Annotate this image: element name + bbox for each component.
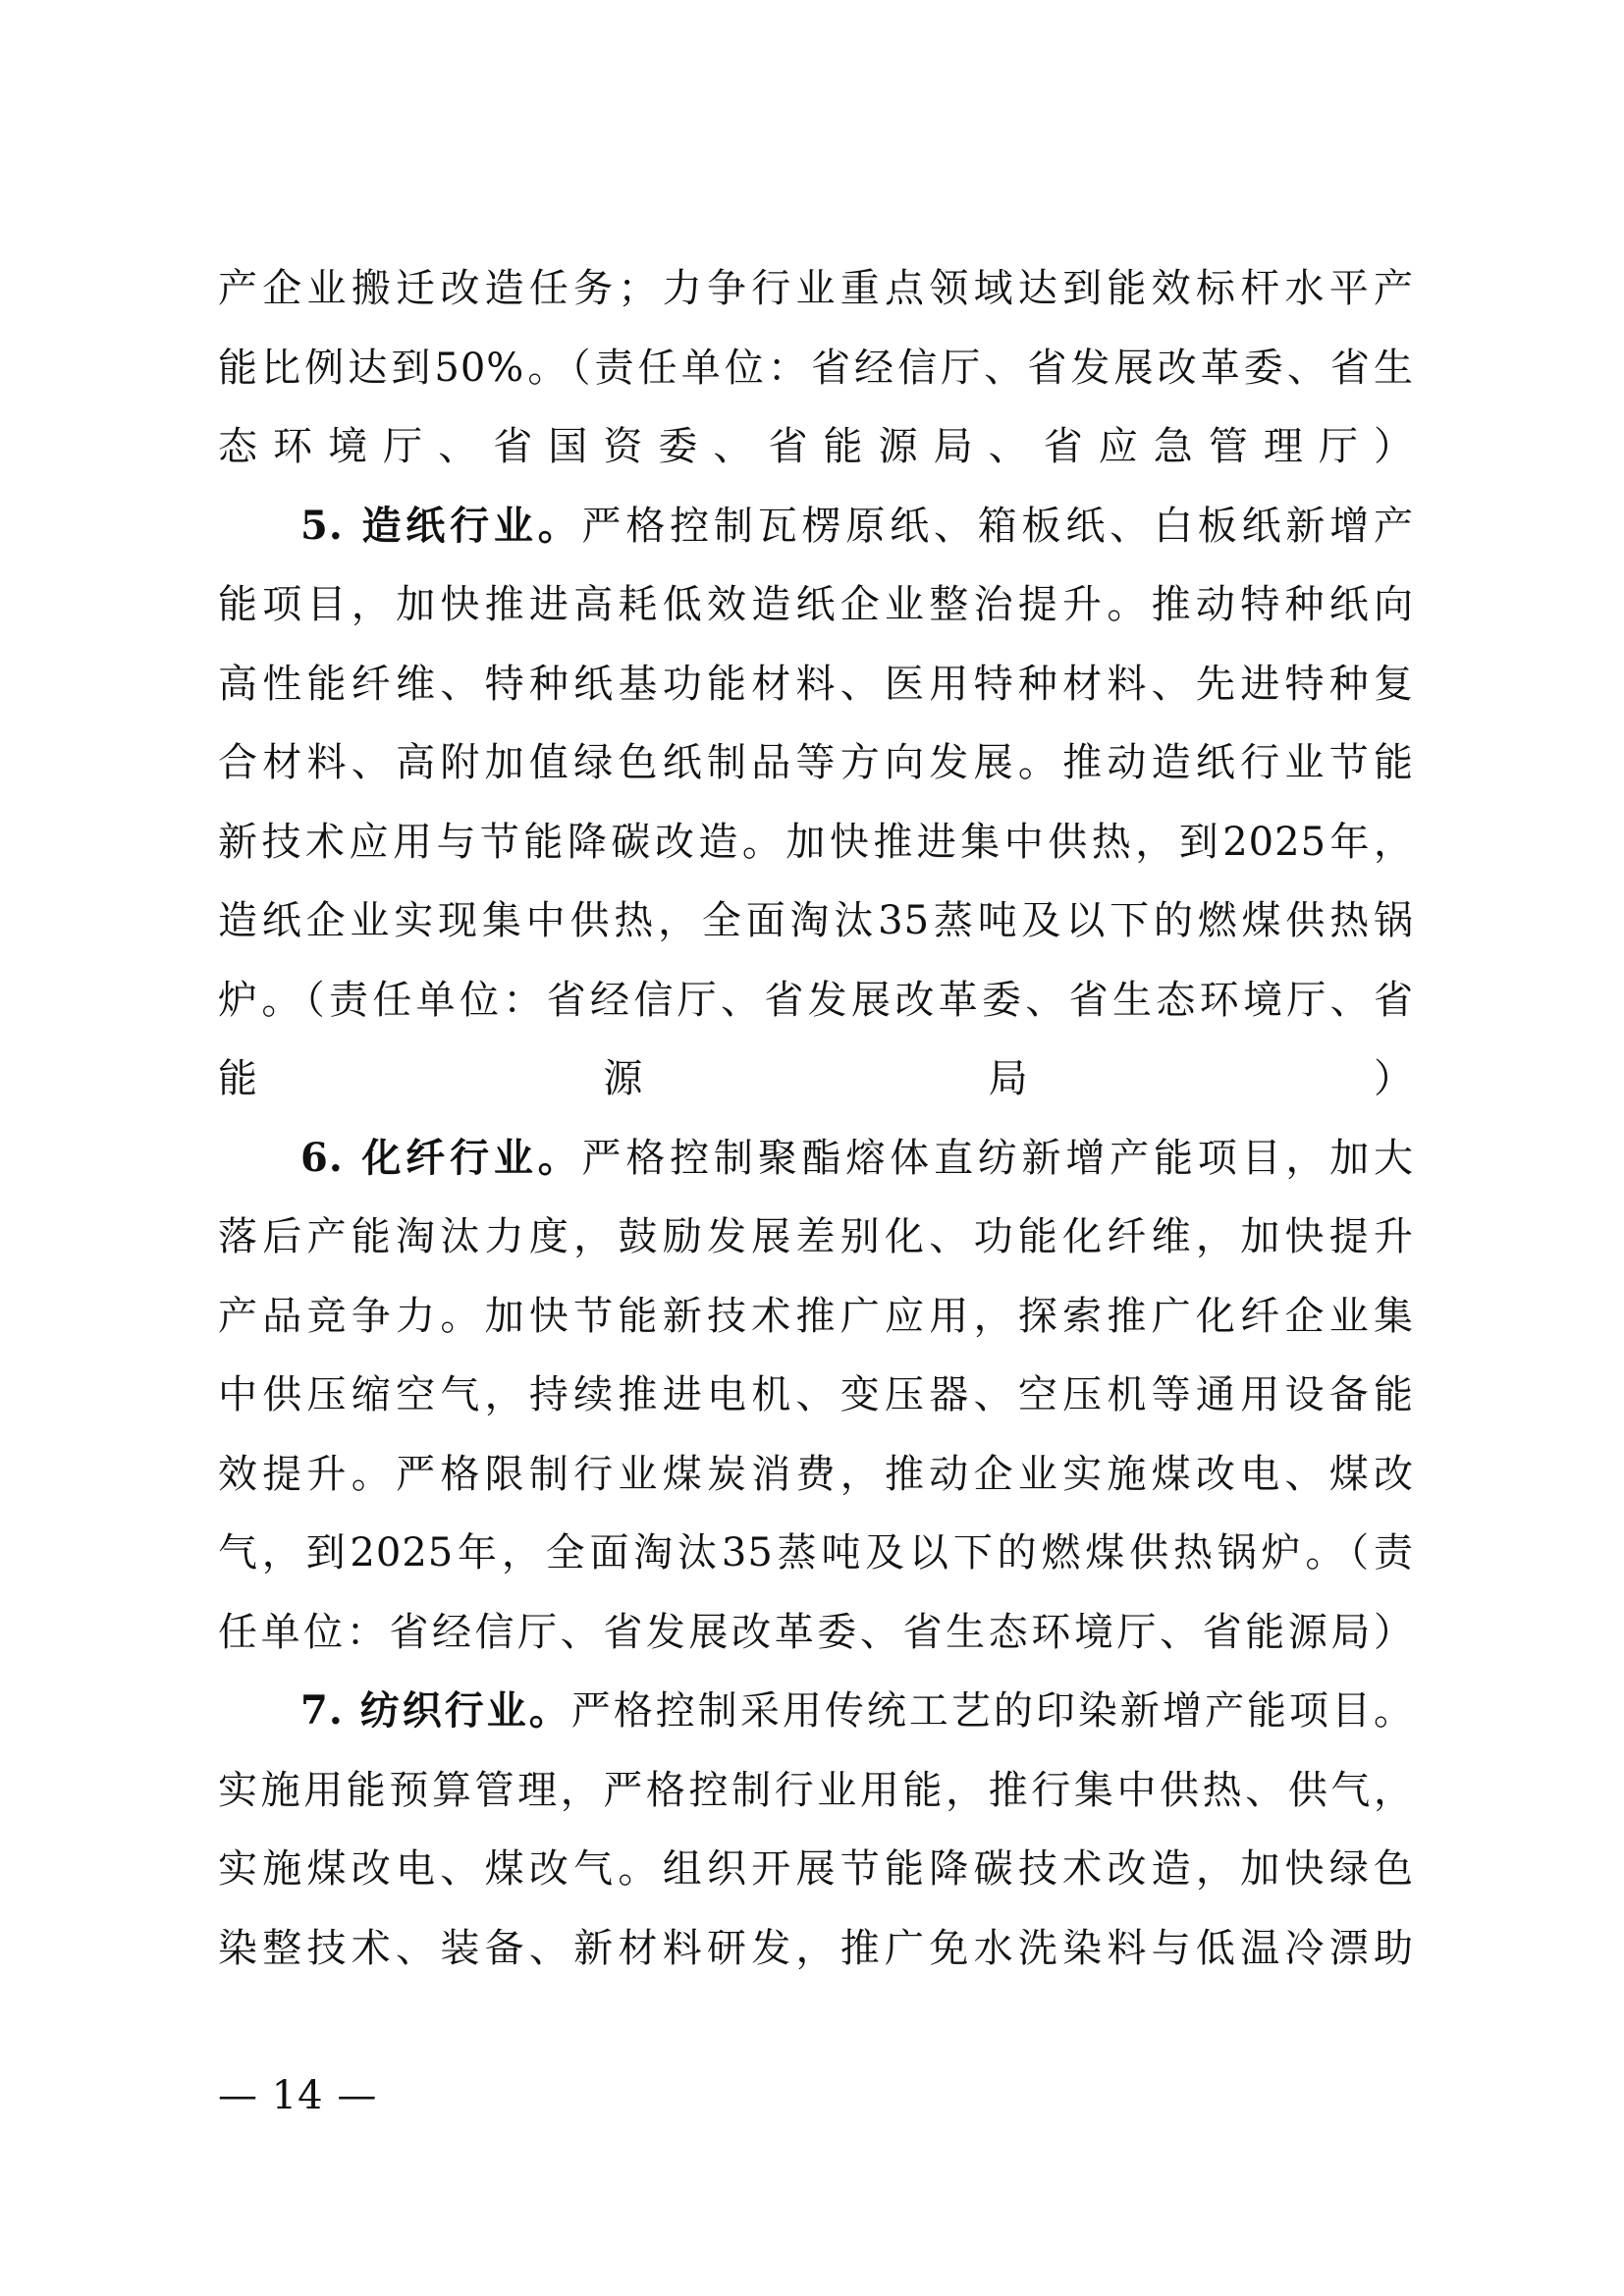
line: 造纸企业实现集中供热，全面淘汰35蒸吨及以下的燃煤供热锅 (218, 898, 1414, 943)
line: 能源局） (218, 1056, 1414, 1101)
section-heading-fiber: 6. 化纤行业。 (300, 1134, 582, 1181)
section-heading-paper: 5. 造纸行业。 (300, 502, 582, 549)
line: 气，到2025年，全面淘汰35蒸吨及以下的燃煤供热锅炉。（责 (218, 1530, 1414, 1575)
line: 实施煤改电、煤改气。组织开展节能降碳技术改造，加快绿色 (218, 1846, 1414, 1892)
line: 染整技术、装备、新材料研发，推广免水洗染料与低温冷漂助 (218, 1925, 1414, 1971)
paragraph-continuation (218, 249, 1414, 487)
line: 态环境厅、省国资委、省能源局、省应急管理厅） (218, 424, 1414, 469)
page-number: — 14 — (218, 2073, 378, 2118)
line: 能项目，加快推进高耗低效造纸企业整治提升。推动特种纸向 (218, 582, 1414, 627)
line: 落后产能淘汰力度，鼓励发展差别化、功能化纤维，加快提升 (218, 1214, 1414, 1259)
paragraph-fiber-industry (218, 1119, 1414, 1673)
line: 任单位：省经信厅、省发展改革委、省生态环境厅、省能源局） (218, 1609, 1414, 1655)
line: 效提升。严格限制行业煤炭消费，推动企业实施煤改电、煤改 (218, 1451, 1414, 1497)
line: 高性能纤维、特种纸基功能材料、医用特种材料、先进特种复 (218, 661, 1414, 707)
line: 严格控制瓦楞原纸、箱板纸、白板纸新增产 (581, 503, 1414, 549)
line: 实施用能预算管理，严格控制行业用能，推行集中供热、供气， (218, 1767, 1414, 1813)
line: 炉。（责任单位：省经信厅、省发展改革委、省生态环境厅、省 (218, 977, 1414, 1023)
section-heading-textile: 7. 纺织行业。 (300, 1687, 571, 1734)
line: 能比例达到50%。（责任单位：省经信厅、省发展改革委、省生 (218, 345, 1414, 391)
paragraph-textile-industry (218, 1672, 1414, 1988)
line: 产品竞争力。加快节能新技术推广应用，探索推广化纤企业集 (218, 1293, 1414, 1339)
paragraph-paper-industry (218, 487, 1414, 1119)
line: 新技术应用与节能降碳改造。加快推进集中供热，到2025年， (218, 819, 1414, 865)
line: 严格控制采用传统工艺的印染新增产能项目。 (570, 1688, 1415, 1734)
line: 产企业搬迁改造任务；力争行业重点领域达到能效标杆水平产 (218, 266, 1414, 311)
line: 合材料、高附加值绿色纸制品等方向发展。推动造纸行业节能 (218, 740, 1414, 785)
line: 中供压缩空气，持续推进电机、变压器、空压机等通用设备能 (218, 1372, 1414, 1417)
line: 严格控制聚酯熔体直纺新增产能项目，加大 (581, 1135, 1414, 1181)
document-body (218, 249, 1414, 1988)
